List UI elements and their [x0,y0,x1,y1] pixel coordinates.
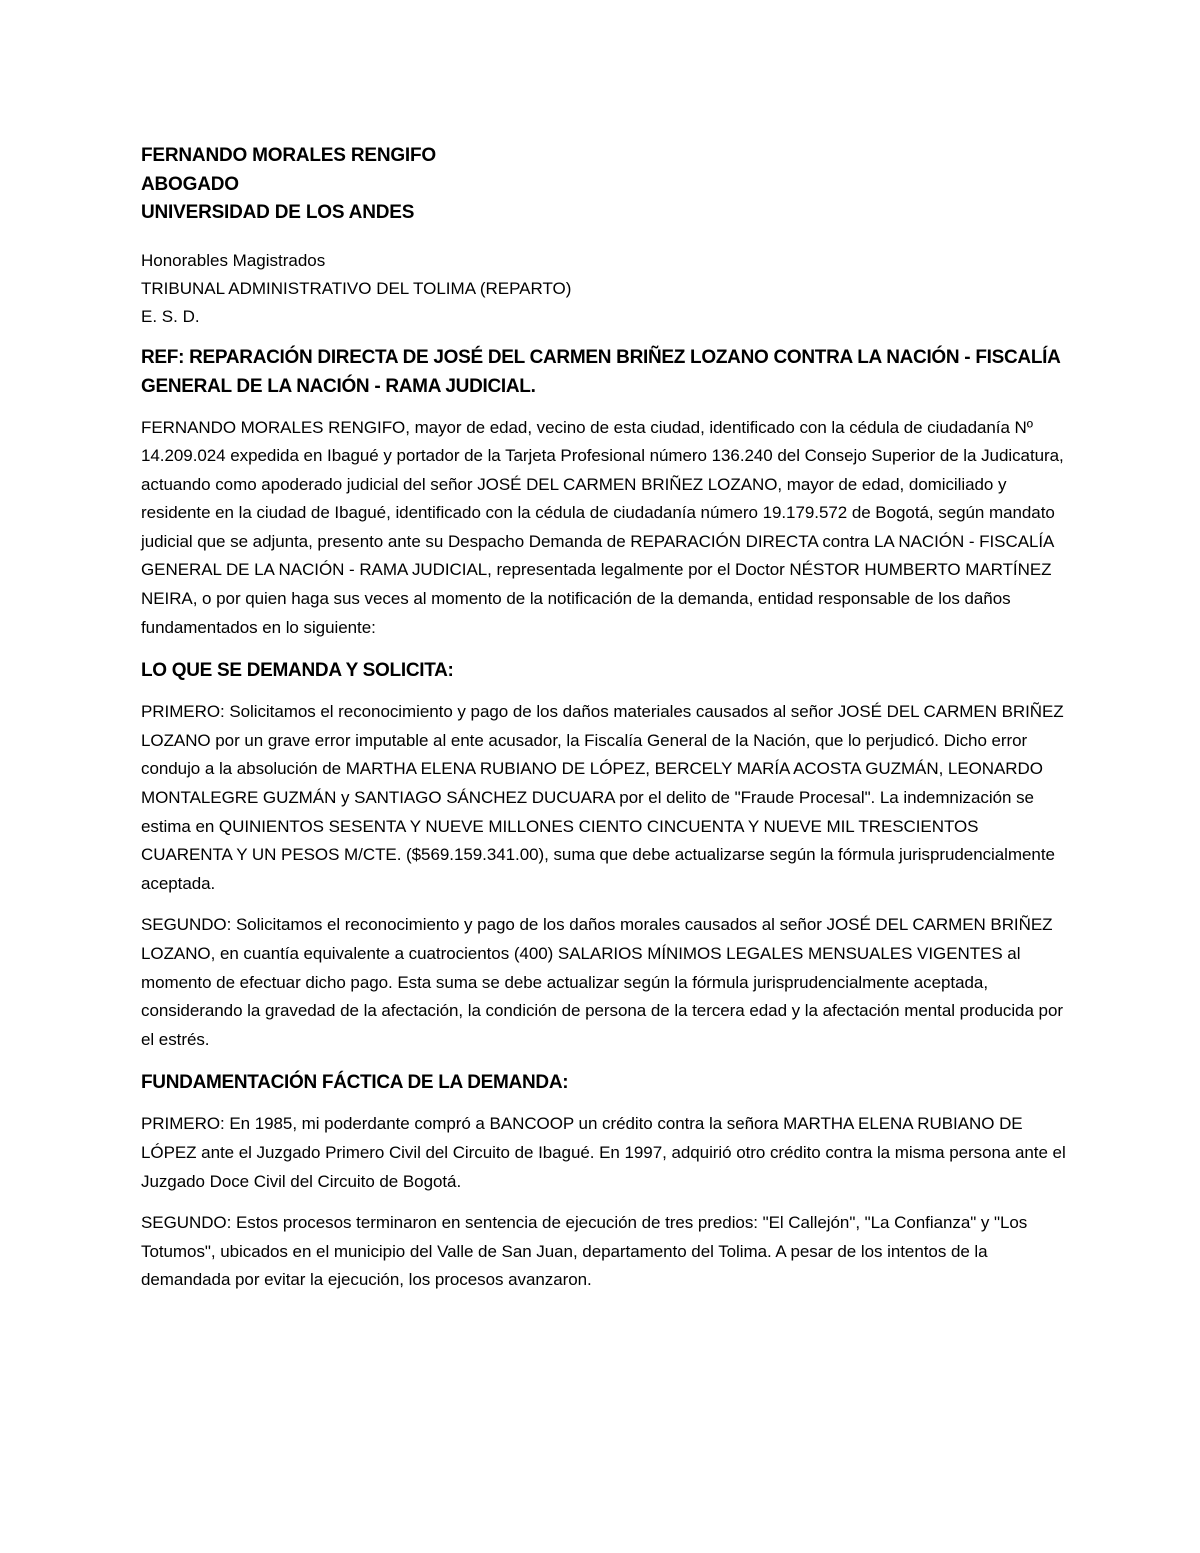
lawyer-name: FERNANDO MORALES RENGIFO [141,145,436,166]
reference-line: REF: REPARACIÓN DIRECTA DE JOSÉ DEL CARMEN BRIÑEZ LOZANO CONTRA LA NACIÓN - FISCALÍA GENERAL DE LA NACIÓN - RAMA JUDICIAL. [141,346,1060,397]
letterhead [141,142,1066,228]
demanda-primero-paragraph: PRIMERO: Solicitamos el reconocimiento y pago de los daños materiales causados al señor JOSÉ DEL CARMEN BRIÑEZ LOZANO por un grave error imputable al ente acusador, la Fiscalía General de la Nación, que lo perjudicó. Dicho error condujo a la absolución de MARTHA ELENA RUBIANO DE LÓPEZ, BERCELY MARÍA ACOSTA GUZMÁN, LEONARDO MONTALEGRE GUZMÁN y SANTIAGO SÁNCHEZ DUCUARA por el delito de "Fraude Procesal". La indemnización se estima en QUINIENTOS SESENTA Y NUEVE MILLONES CIENTO CINCUENTA Y NUEVE MIL TRESCIENTOS CUARENTA Y UN PESOS M/CTE. ($569.159.341.00), suma que debe actualizarse según la fórmula jurisprudencialmente aceptada. [141,702,1064,893]
document-body [141,142,1066,1295]
section-title-fundamentacion: FUNDAMENTACIÓN FÁCTICA DE LA DEMANDA: [141,1072,569,1094]
court-name: TRIBUNAL ADMINISTRATIVO DEL TOLIMA (REPARTO) [141,278,572,298]
lawyer-profession: ABOGADO [141,173,239,195]
fundamentacion-primero-paragraph: PRIMERO: En 1985, mi poderdante compró a BANCOOP un crédito contra la señora MARTHA ELENA RUBIANO DE LÓPEZ ante el Juzgado Primero Civil del Circuito de Ibagué. En 1997, adquirió otro crédito contra la misma persona ante el Juzgado Doce Civil del Circuito de Bogotá. [141,1114,1066,1191]
section-title-demanda: LO QUE SE DEMANDA Y SOLICITA: [141,660,454,682]
addressee-block [141,247,1066,331]
intro-paragraph: FERNANDO MORALES RENGIFO, mayor de edad, vecino de esta ciudad, identificado con la cédula de ciudadanía Nº 14.209.024 expedida en Ibagué y portador de la Tarjeta Profesional número 136.240 del Consejo Superior de la Judicatura, actuando como apoderado judicial del señor JOSÉ DEL CARMEN BRIÑEZ LOZANO, mayor de edad, domiciliado y residente en la ciudad de Ibagué, identificado con la cédula de ciudadanía número 19.179.572 de Bogotá, según mandato judicial que se adjunta, presento ante su Despacho Demanda de REPARACIÓN DIRECTA contra LA NACIÓN - FISCALÍA GENERAL DE LA NACIÓN - RAMA JUDICIAL, representada legalmente por el Doctor NÉSTOR HUMBERTO MARTÍNEZ NEIRA, o por quien haga sus veces al momento de la notificación de la demanda, entidad responsable de los daños fundamentados en lo siguiente: [141,417,1064,637]
salutation: Honorables Magistrados [141,250,326,270]
fundamentacion-segundo-paragraph: SEGUNDO: Estos procesos terminaron en sentencia de ejecución de tres predios: "El Callejón", "La Confianza" y "Los Totumos", ubicados en el municipio del Valle de San Juan, departamento del Tolima. A pesar de los intentos de la demandada por evitar la ejecución, los procesos avanzaron. [141,1213,1028,1290]
demanda-segundo-paragraph: SEGUNDO: Solicitamos el reconocimiento y pago de los daños morales causados al señor JOSÉ DEL CARMEN BRIÑEZ LOZANO, en cuantía equivalente a cuatrocientos (400) SALARIOS MÍNIMOS LEGALES MENSUALES VIGENTES al momento de efectuar dicho pago. Esta suma se debe actualizar según la fórmula jurisprudencialmente aceptada, considerando la gravedad de la afectación, la condición de persona de la tercera edad y la afectación mental producida por el estrés. [141,915,1063,1049]
esd-line: E. S. D. [141,306,200,326]
lawyer-university: UNIVERSIDAD DE LOS ANDES [141,202,415,223]
